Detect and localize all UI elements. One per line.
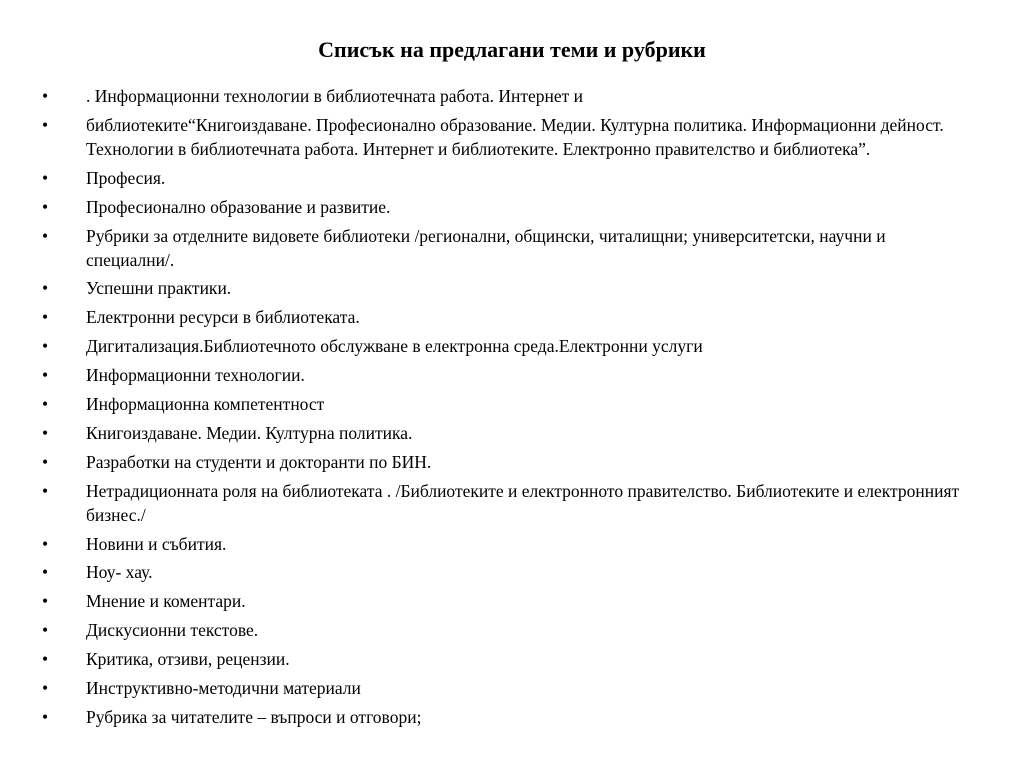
list-item xyxy=(42,392,972,416)
bullet-icon: • xyxy=(42,620,49,641)
list-item-text: Разработки на студенти и докторанти по БИН. xyxy=(86,451,432,472)
slide-title: Списък на предлагани теми и рубрики xyxy=(318,37,706,62)
list-item-text: Дискусионни текстове. xyxy=(86,620,259,641)
bullet-icon: • xyxy=(42,678,49,699)
list-item xyxy=(42,676,972,700)
bullet-icon: • xyxy=(42,278,49,299)
list-item-text: Електронни ресурси в библиотеката. xyxy=(86,307,360,328)
list-item-text: Рубрики за отделните видовете библиотеки /регионални, общински, читалищни; университетски, научни и специални/. xyxy=(86,225,886,270)
list-item-text: Ноу- хау. xyxy=(86,562,153,583)
list-item-text: Мнение и коментари. xyxy=(86,591,246,612)
list-item xyxy=(42,363,972,387)
list-item-text: Професионално образование и развитие. xyxy=(86,196,391,217)
list-item-text: Дигитализация.Библиотечното обслужване в електронна среда.Електронни услуги xyxy=(86,336,703,357)
bullet-icon: • xyxy=(42,336,49,357)
bullet-icon: • xyxy=(42,649,49,670)
list-item-text: библиотеките“Книгоиздаване. Професионално образование. Медии. Културна политика. Информационни дейност. Технологии в библиотечната работа. Интернет и библиотеките. Електронно правителство и библиотека”. xyxy=(86,114,944,159)
list-item xyxy=(42,113,972,161)
bullet-icon: • xyxy=(42,114,49,135)
list-item xyxy=(42,705,972,729)
list-item xyxy=(42,560,972,584)
list-item xyxy=(42,305,972,329)
list-item-text: . Информационни технологии в библиотечната работа. Интернет и xyxy=(86,86,584,106)
list-item-text: Професия. xyxy=(86,167,166,188)
list-item xyxy=(42,224,972,272)
list-item xyxy=(42,166,972,190)
bullet-icon: • xyxy=(42,451,49,472)
list-item xyxy=(42,334,972,358)
list-item xyxy=(42,84,972,108)
bullet-icon: • xyxy=(42,562,49,583)
list-item xyxy=(42,532,972,556)
bullet-icon: • xyxy=(42,225,49,246)
bullet-icon: • xyxy=(42,480,49,501)
bullet-icon: • xyxy=(42,706,49,727)
list-item xyxy=(42,647,972,671)
list-item xyxy=(42,195,972,219)
list-item-text: Нетрадиционната роля на библиотеката . /Библиотеките и електронното правителство. Библиотеките и електронният бизнес./ xyxy=(86,480,960,525)
list-item xyxy=(42,450,972,474)
list-item-text: Книгоиздаване. Медии. Културна политика. xyxy=(86,422,413,443)
list-item-text: Рубрика за читателите – въпроси и отговори; xyxy=(86,706,422,727)
bullet-icon: • xyxy=(42,422,49,443)
list-item xyxy=(42,618,972,642)
bullet-icon: • xyxy=(42,167,49,188)
list-item xyxy=(42,421,972,445)
bullet-icon: • xyxy=(42,86,49,106)
bullet-icon: • xyxy=(42,394,49,415)
list-item xyxy=(42,276,972,300)
bullet-icon: • xyxy=(42,365,49,386)
topic-list xyxy=(42,84,972,734)
list-item-text: Критика, отзиви, рецензии. xyxy=(86,649,290,670)
list-item-text: Инструктивно-методични материали xyxy=(86,678,361,699)
list-item xyxy=(42,589,972,613)
bullet-icon: • xyxy=(42,196,49,217)
list-item-text: Успешни практики. xyxy=(86,278,232,299)
list-item-text: Информационни технологии. xyxy=(86,365,305,386)
list-item xyxy=(42,479,972,527)
bullet-icon: • xyxy=(42,533,49,554)
list-item-text: Новини и събития. xyxy=(86,533,227,554)
list-item-text: Информационна компетентност xyxy=(86,394,325,415)
bullet-icon: • xyxy=(42,591,49,612)
bullet-icon: • xyxy=(42,307,49,328)
